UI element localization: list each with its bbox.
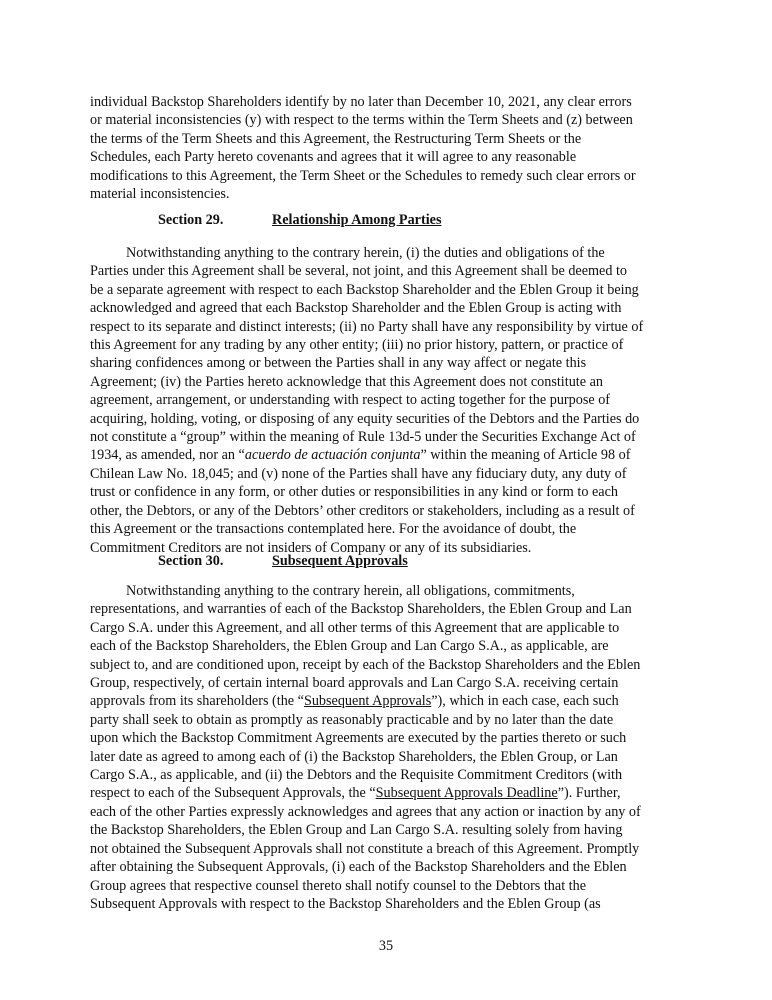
section-title: Relationship Among Parties (272, 212, 442, 228)
text-line: upon which the Backstop Commitment Agreements are executed by the parties thereto or such (90, 730, 627, 747)
text-line (90, 692, 690, 710)
text-line: this Agreement or the transactions contemplated here. For the avoidance of doubt, the (90, 521, 577, 538)
text-line: Commitment Creditors are not insiders of Company or any of its subsidiaries. (90, 539, 532, 556)
text-line: trust or confidence in any form, or other duties or responsibilities in any kind or form to each (90, 484, 618, 501)
text-line: Group, respectively, of certain internal board approvals and Lan Cargo S.A. receiving certain (90, 675, 619, 692)
text-line: acquiring, holding, voting, or disposing of any equity securities of the Debtors and the Parties do (90, 410, 640, 427)
text-line: agreement, arrangement, or understanding with respect to acting together for the purpose of (90, 392, 611, 409)
text-run: ” within the meaning of Article 98 of (420, 447, 631, 464)
text-line (90, 784, 690, 802)
text-line: this Agreement for any trading by any other entity; (iii) no prior history, pattern, or practice of (90, 337, 624, 354)
text-line: or material inconsistencies (y) with respect to the terms within the Term Sheets and (z) between (90, 112, 633, 129)
text-line: Cargo S.A. under this Agreement, and all other terms of this Agreement that are applicable to (90, 619, 620, 636)
text-line: not constitute a “group” within the meaning of Rule 13d-5 under the Securities Exchange Act of (90, 429, 636, 446)
text-line: each of the Backstop Shareholders, the Eblen Group and Lan Cargo S.A., as applicable, are (90, 638, 609, 655)
text-line: acknowledged and agreed that each Backstop Shareholder and the Eblen Group is acting with (90, 300, 622, 317)
text-line: after obtaining the Subsequent Approvals, (i) each of the Backstop Shareholders and the Eblen (90, 859, 627, 876)
text-line: Notwithstanding anything to the contrary herein, all obligations, commitments, (126, 583, 575, 599)
section-number: Section 29. (158, 212, 224, 228)
page-number: 35 (378, 938, 394, 954)
intro-paragraph (90, 93, 690, 203)
text-line: material inconsistencies. (90, 186, 230, 203)
text-line: Group agrees that respective counsel thereto shall notify counsel to the Debtors that the (90, 877, 587, 894)
text-line: be a separate agreement with respect to each Backstop Shareholder and the Eblen Group it being (90, 281, 639, 298)
section-title: Subsequent Approvals (272, 553, 408, 569)
section-30-heading (158, 552, 408, 570)
text-run: approvals from its shareholders (the “ (90, 693, 304, 710)
text-line: individual Backstop Shareholders identify by no later than December 10, 2021, any clear errors (90, 94, 632, 110)
text-line: Subsequent Approvals with respect to the Backstop Shareholders and the Eblen Group (as (90, 895, 601, 912)
section-29-paragraph (90, 244, 690, 557)
text-line: each of the other Parties expressly acknowledges and agrees that any action or inaction by any of (90, 803, 641, 820)
text-line: sharing confidences among or between the Parties shall in any way affect or negate this (90, 355, 587, 372)
text-run: ”). Further, (557, 785, 621, 802)
italic-term: acuerdo de actuación conjunta (244, 447, 421, 464)
text-line: Parties under this Agreement shall be several, not joint, and this Agreement shall be deemed to (90, 263, 628, 280)
text-run: respect to each of the Subsequent Approvals, the “ (90, 785, 376, 802)
text-run: ”), which in each case, each such (431, 693, 619, 710)
section-29-heading (158, 211, 441, 229)
defined-term: Subsequent Approvals (303, 693, 432, 710)
text-line: party shall seek to obtain as promptly as reasonably practicable and by no later than the date (90, 711, 614, 728)
text-line: the terms of the Term Sheets and this Agreement, the Restructuring Term Sheets or the (90, 130, 582, 147)
text-line: Agreement; (iv) the Parties hereto acknowledge that this Agreement does not constitute an (90, 373, 603, 390)
text-line: Cargo S.A., as applicable, and (ii) the Debtors and the Requisite Commitment Creditors (with (90, 767, 623, 784)
text-line: modifications to this Agreement, the Term Sheet or the Schedules to remedy such clear errors or (90, 167, 636, 184)
text-line: Schedules, each Party hereto covenants and agrees that it will agree to any reasonable (90, 149, 577, 166)
text-line: Notwithstanding anything to the contrary herein, (i) the duties and obligations of the (126, 245, 605, 261)
text-line: representations, and warranties of each of the Backstop Shareholders, the Eblen Group and Lan (90, 601, 632, 618)
section-number: Section 30. (158, 553, 224, 569)
text-line: respect to its separate and distinct interests; (ii) no Party shall have any responsibility by virtue of (90, 318, 644, 335)
text-line: the Backstop Shareholders, the Eblen Group and Lan Cargo S.A. resulting solely from having (90, 822, 623, 839)
defined-term: Subsequent Approvals Deadline (375, 785, 558, 802)
text-line: subject to, and are conditioned upon, receipt by each of the Backstop Shareholders and the Eblen (90, 656, 641, 673)
section-30-paragraph (90, 582, 690, 913)
text-line: not obtained the Subsequent Approvals shall not constitute a breach of this Agreement. Promptly (90, 840, 640, 857)
text-line: later date as agreed to among each of (i) the Backstop Shareholders, the Eblen Group, or Lan (90, 748, 618, 765)
text-run: 1934, as amended, nor an “ (90, 447, 245, 464)
text-line: other, the Debtors, or any of the Debtors’ other creditors or stakeholders, including as a result of (90, 502, 635, 519)
text-line (90, 446, 690, 464)
text-line: Chilean Law No. 18,045; and (v) none of the Parties shall have any fiduciary duty, any duty of (90, 465, 627, 482)
